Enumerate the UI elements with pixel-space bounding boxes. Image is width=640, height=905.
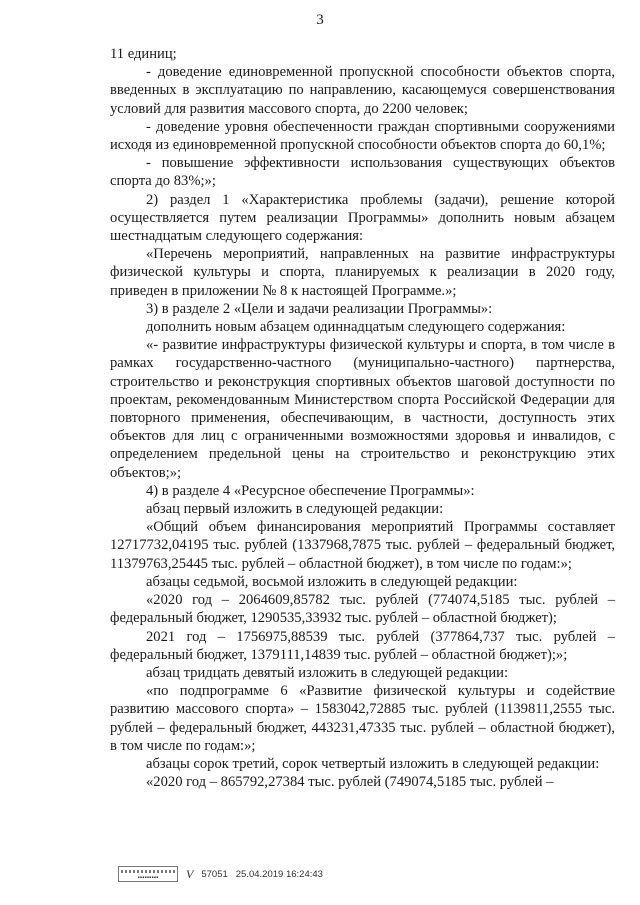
paragraph: 3) в разделе 2 «Цели и задачи реализации Программы»:: [146, 300, 493, 317]
paragraph: абзацы седьмой, восьмой изложить в следующей редакции:: [146, 573, 518, 590]
barcode-seal-icon: ▪▪▪▪▪▪▪▪▪: [118, 866, 178, 882]
paragraph: «Перечень мероприятий, направленных на развитие инфраструктуры физической культуры и спорта, планируемых к реализации в 2020 году, приведен в приложении № 8 к настоящей Программе.»;: [110, 246, 615, 299]
paragraph: - доведение единовременной пропускной способности объектов спорта, введенных в эксплуатацию по направлению, касающемуся совершенствования условий для развития массового спорта, до 2200 человек;: [110, 64, 615, 117]
paragraph: абзац тридцать девятый изложить в следующей редакции:: [146, 664, 509, 681]
paragraph: 2) раздел 1 «Характеристика проблемы (задачи), решение которой осуществляется путем реализации Программы» дополнить новым абзацем шестнадцатым следующего содержания:: [110, 191, 615, 245]
paragraph: - повышение эффективности использования существующих объектов спорта до 83%;»;: [110, 155, 615, 190]
paragraph: - доведение уровня обеспеченности граждан спортивными сооружениями исходя из единовременной пропускной способности объектов спорта до 60,1%;: [110, 118, 615, 154]
footer-mark: V: [186, 866, 194, 881]
paragraph: «Общий объем финансирования мероприятий Программы составляет 12717732,04195 тыс. рублей (1337968,7875 тыс. рублей – федеральный бюджет, 11379763,25445 тыс. рублей – областной бюджет), в том числе по годам:»;: [110, 519, 615, 572]
footer-timestamp: 25.04.2019 16:24:43: [235, 868, 323, 880]
paragraph: 2021 год – 1756975,88539 тыс. рублей (377864,737 тыс. рублей – федеральный бюджет, 1379111,14839 тыс. рублей – областной бюджет);»;: [110, 628, 615, 663]
footer-stamp: [118, 866, 323, 882]
paragraph: «2020 год – 2064609,85782 тыс. рублей (774074,5185 тыс. рублей – федеральный бюджет, 1290535,33932 тыс. рублей – областной бюджет);: [110, 592, 615, 627]
footer-doc-number: 57051: [201, 868, 228, 880]
document-body: [110, 45, 615, 791]
paragraph: абзац первый изложить в следующей редакции:: [146, 501, 444, 518]
paragraph: «- развитие инфраструктуры физической культуры и спорта, в том числе в рамках государственно-частного (муниципально-частного) партнерства, строительство и реконструкция спортивных объектов шаговой доступности по проектам, рекомендованным Министерством спорта Российской Федерации для повторного применения, обеспечивающим, в частности, доступность этих объектов для лиц с ограниченными возможностями здоровья и инвалидов, с определением предельной цены на строительство и реконструкцию этих объектов;»;: [110, 337, 615, 481]
paragraph: «по подпрограмме 6 «Развитие физической культуры и содействие развитию массового спорта» – 1583042,72885 тыс. рублей (1139811,2555 тыс. рублей – федеральный бюджет, 443231,47335 тыс. рублей – областной бюджет), в том числе по годам:»;: [110, 683, 615, 754]
paragraph: 4) в разделе 4 «Ресурсное обеспечение Программы»:: [146, 482, 475, 499]
paragraph: «2020 год – 865792,27384 тыс. рублей (749074,5185 тыс. рублей –: [146, 774, 554, 791]
paragraph: абзацы сорок третий, сорок четвертый изложить в следующей редакции:: [146, 755, 600, 772]
page-number: 3: [316, 12, 324, 28]
paragraph: 11 единиц;: [110, 46, 177, 62]
paragraph: дополнить новым абзацем одиннадцатым следующего содержания:: [146, 319, 566, 336]
